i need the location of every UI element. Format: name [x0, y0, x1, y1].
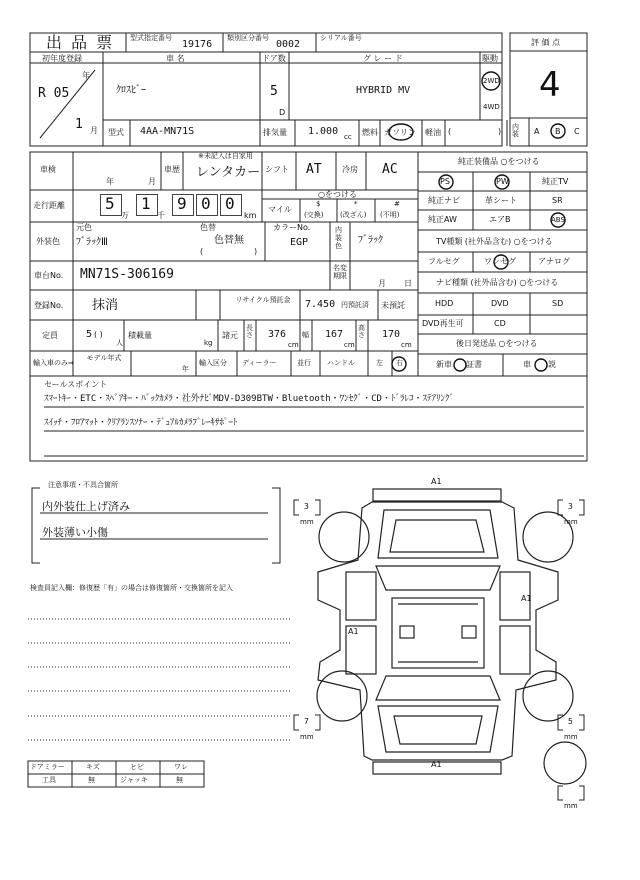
nav-cd: CD — [494, 319, 506, 328]
tv-fullseg: フルセグ — [428, 257, 460, 266]
exchange-mark: $ — [316, 200, 321, 208]
fuel-bracket-open: ( — [448, 127, 452, 136]
tv-analog: アナログ — [538, 257, 570, 266]
label-class-no: 類別区分番号 — [227, 34, 269, 42]
bt-head-3: ワレ — [174, 763, 188, 771]
first-reg-month: 1 — [75, 117, 83, 132]
mileage-digit: 0 — [225, 194, 235, 213]
later-warranty-b: 証書 — [466, 360, 482, 369]
chassis-no: MN71S-306169 — [80, 267, 174, 282]
bt-head-2: ヒビ — [130, 763, 144, 771]
label-dims: 諸元 — [222, 331, 238, 340]
label-serial: シリアル番号 — [320, 34, 362, 42]
nav-dvd: DVD — [491, 299, 509, 308]
width: 167 — [325, 329, 344, 340]
label-ac: 冷房 — [342, 165, 358, 174]
label-fuel: 燃料 — [362, 128, 378, 137]
history-value: レンタカー — [196, 165, 261, 180]
nc-month: 月 — [378, 279, 386, 288]
later-warranty-a: 新車 — [436, 360, 452, 369]
door-sub: D — [279, 108, 286, 117]
label-height: 高さ — [358, 324, 365, 339]
label-unknown: (不明) — [380, 211, 400, 219]
equip-tv: 純正TV — [542, 177, 569, 186]
note-2: 外装薄い小傷 — [42, 526, 108, 539]
recycle-not: 未預託 — [381, 301, 405, 310]
label-doors: ドア数 — [262, 54, 286, 63]
orig-color: ﾌﾞﾗｯｸⅢ — [76, 237, 108, 248]
later-header: 後日発送品 ○をつける — [456, 339, 538, 348]
sales-line-1: ｽﾏｰﾄｷｰ・ETC・ｽﾍﾟｱｷｰ・ﾊﾞｯｸｶﾒﾗ・社外ﾅﾋﾞMDV-D309BTW・Bluetooth・ﾜﾝｾｸﾞ・CD・ﾄﾞﾗﾚｺ・ｽﾃｱﾘﾝｸﾞ — [44, 394, 454, 404]
label-sales-points: セールスポイント — [44, 380, 108, 389]
year-unit: 年 — [82, 71, 90, 80]
label-miles: マイル — [268, 205, 292, 214]
displacement-unit: cc — [344, 133, 352, 141]
recycle-unit: 円預託済 — [341, 301, 369, 309]
equip-ps: PS — [440, 177, 450, 186]
label-inspection: 車検 — [40, 165, 56, 174]
drive-2wd: 2WD — [483, 77, 500, 85]
circle-note: ○をつける — [318, 190, 357, 199]
label-altered: (改ざん) — [340, 211, 367, 219]
import-parallel: 並行 — [297, 359, 311, 367]
bt-head-0: ドアミラー — [30, 763, 65, 771]
height: 170 — [382, 329, 401, 340]
bt-head-1: キズ — [86, 763, 100, 771]
handle-right: 右 — [396, 359, 403, 367]
label-handle: ハンドル — [327, 359, 355, 367]
label-width: 幅 — [302, 331, 309, 339]
inspection-month-unit: 月 — [148, 177, 156, 186]
fuel-bracket-close: ) — [498, 127, 502, 136]
tire-fr-unit: mm — [564, 518, 578, 526]
altered-mark: * — [354, 200, 358, 208]
tire-rr-depth: 5 — [568, 717, 573, 726]
rating-value: 4 — [539, 65, 561, 105]
shift-value: AT — [306, 162, 322, 177]
reg-no: 抹消 — [92, 298, 119, 313]
bt-row-2: ジャッキ — [120, 776, 148, 784]
equip-airbag: エアB — [489, 215, 511, 224]
recycle-amount: 7.450 — [305, 299, 336, 310]
door-count: 5 — [270, 84, 278, 99]
label-capacity: 定員 — [42, 331, 58, 340]
spare-unit: mm — [564, 802, 578, 810]
note-1: 内外装仕上げ済み — [42, 500, 130, 513]
label-import-class: 輸入区分 — [199, 359, 227, 367]
mileage-digit: 1 — [141, 194, 151, 213]
tire-rl-depth: 7 — [304, 717, 309, 726]
label-recycle: リサイクル預託金 — [235, 296, 291, 304]
label-light-oil: 軽油 — [425, 128, 441, 137]
label-chassis: 車台No. — [34, 271, 64, 280]
tire-rl-unit: mm — [300, 733, 314, 741]
label-exchange: (交換) — [304, 211, 324, 219]
tv-oneseg: ワンセグ — [484, 257, 516, 266]
load-unit: kg — [204, 339, 213, 347]
color-paren-close: ) — [254, 247, 258, 256]
mark-left: A1 — [348, 627, 359, 636]
class-no: 0002 — [276, 39, 301, 50]
tire-rr-unit: mm — [564, 733, 578, 741]
drive-4wd: 4WD — [483, 103, 500, 111]
unit-man: 万 — [121, 211, 129, 220]
color-no: EGP — [290, 237, 309, 248]
nav-header: ナビ種類 (社外品含む) ○をつける — [436, 278, 559, 287]
bt-row-0: 工具 — [42, 776, 56, 784]
length-unit: cm — [288, 341, 299, 349]
equip-pw: PW — [496, 177, 509, 186]
tire-fl-depth: 3 — [304, 502, 309, 511]
inspection-year-unit: 年 — [106, 177, 114, 186]
label-interior-color: 内装色 — [335, 226, 342, 251]
label-length: 長さ — [246, 324, 253, 339]
label-history: 車歴 — [164, 165, 180, 174]
model-year-unit: 年 — [182, 365, 189, 373]
later-manual-a: 車 — [523, 360, 531, 369]
interior-c: C — [574, 127, 580, 136]
width-unit: cm — [344, 341, 355, 349]
equip-abs: ABS — [551, 216, 565, 224]
mileage-digit: 9 — [177, 194, 187, 213]
nc-day: 日 — [404, 279, 412, 288]
mileage-digit: 5 — [105, 194, 115, 213]
unknown-mark: # — [394, 200, 400, 208]
model-code: 4AA-MN71S — [140, 126, 195, 137]
equip-leather: 革シート — [485, 196, 517, 205]
label-car-name: 車 名 — [166, 54, 185, 63]
label-load: 積載量 — [128, 331, 152, 340]
nav-dvd-play: DVD再生可 — [422, 319, 464, 328]
bt-row-3: 無 — [176, 776, 183, 784]
color-paren-open: ( — [200, 247, 204, 256]
later-manual-b: 説 — [548, 360, 556, 369]
mark-front: A1 — [431, 477, 442, 486]
fuel-gasoline: ガソリン — [384, 128, 416, 137]
equipment-header: 純正装備品 ○をつける — [458, 157, 540, 166]
equip-navi: 純正ナビ — [428, 196, 460, 205]
handle-left: 左 — [376, 359, 383, 367]
month-unit: 月 — [90, 126, 98, 135]
label-inspector: 検査員記入欄：修復歴「有」の場合は修復箇所・交換箇所を記入 — [30, 584, 233, 592]
label-color: 外装色 — [36, 237, 60, 246]
form-title: 出 品 票 — [46, 33, 115, 52]
equip-sr: SR — [552, 196, 563, 205]
first-reg-era: R 05 — [38, 86, 70, 101]
color-change: 色替無 — [214, 235, 244, 246]
label-displacement: 排気量 — [263, 128, 287, 137]
import-dealer: ディーラー — [242, 359, 277, 367]
mileage-digit: 0 — [201, 194, 211, 213]
history-note: ※未記入は自家用 — [198, 152, 253, 160]
label-type-no: 型式指定番号 — [130, 34, 172, 42]
type-no: 19176 — [182, 39, 213, 50]
car-diagram — [317, 489, 586, 784]
capacity: 5 — [86, 329, 93, 340]
label-orig-color: 元色 — [76, 223, 92, 232]
equip-aw: 純正AW — [428, 215, 457, 224]
label-reg-no: 登録No. — [34, 301, 64, 310]
label-interior: 内装 — [512, 123, 519, 138]
ac-value: AC — [382, 162, 398, 177]
grade: HYBRID MV — [356, 85, 411, 96]
tire-fl-unit: mm — [300, 518, 314, 526]
tire-fr-depth: 3 — [568, 502, 573, 511]
sales-line-2: ｽｲｯﾁ・ﾌﾛｱﾏｯﾄ・ｸﾘｱﾗﾝｽｿﾅｰ・ﾃﾞｭｱﾙｶﾒﾗﾌﾞﾚｰｷｻﾎﾟｰﾄ — [44, 418, 238, 428]
label-model-year: モデル年式 — [86, 354, 122, 362]
length: 376 — [268, 329, 287, 340]
height-unit: cm — [401, 341, 412, 349]
label-color-change: 色替 — [200, 223, 216, 232]
capacity-paren: ( ) — [94, 330, 103, 339]
car-name: ｸﾛｽﾋﾞｰ — [116, 85, 146, 96]
bt-row-1: 無 — [88, 776, 95, 784]
capacity-unit: 人 — [116, 339, 123, 347]
label-name-change: 名変期限 — [333, 264, 347, 281]
interior-a: A — [534, 127, 540, 136]
interior-color: ﾌﾞﾗｯｸ — [358, 235, 383, 246]
nav-sd: SD — [552, 299, 564, 308]
mark-right: A1 — [521, 594, 532, 603]
unit-km: km — [244, 211, 257, 220]
label-notes: 注意事項・不具合箇所 — [48, 481, 118, 489]
label-model: 型式 — [108, 128, 124, 137]
interior-b: B — [555, 127, 561, 136]
label-color-no: カラーNo. — [273, 223, 311, 232]
label-shift: シフト — [265, 165, 289, 174]
label-first-reg: 初年度登録 — [42, 54, 82, 63]
unit-sen: 千 — [157, 211, 165, 220]
nav-hdd: HDD — [435, 299, 454, 308]
label-import: 輸入車のみ⇒ — [33, 359, 74, 367]
label-grade: グ レ ー ド — [363, 54, 403, 63]
label-mileage: 走行距離 — [33, 201, 65, 210]
displacement: 1.000 — [308, 126, 339, 137]
mark-rear: A1 — [431, 760, 442, 769]
label-drive: 駆動 — [482, 54, 498, 63]
label-rating: 評 価 点 — [531, 38, 561, 47]
tv-header: TV種類 (社外品含む) ○をつける — [436, 237, 553, 246]
